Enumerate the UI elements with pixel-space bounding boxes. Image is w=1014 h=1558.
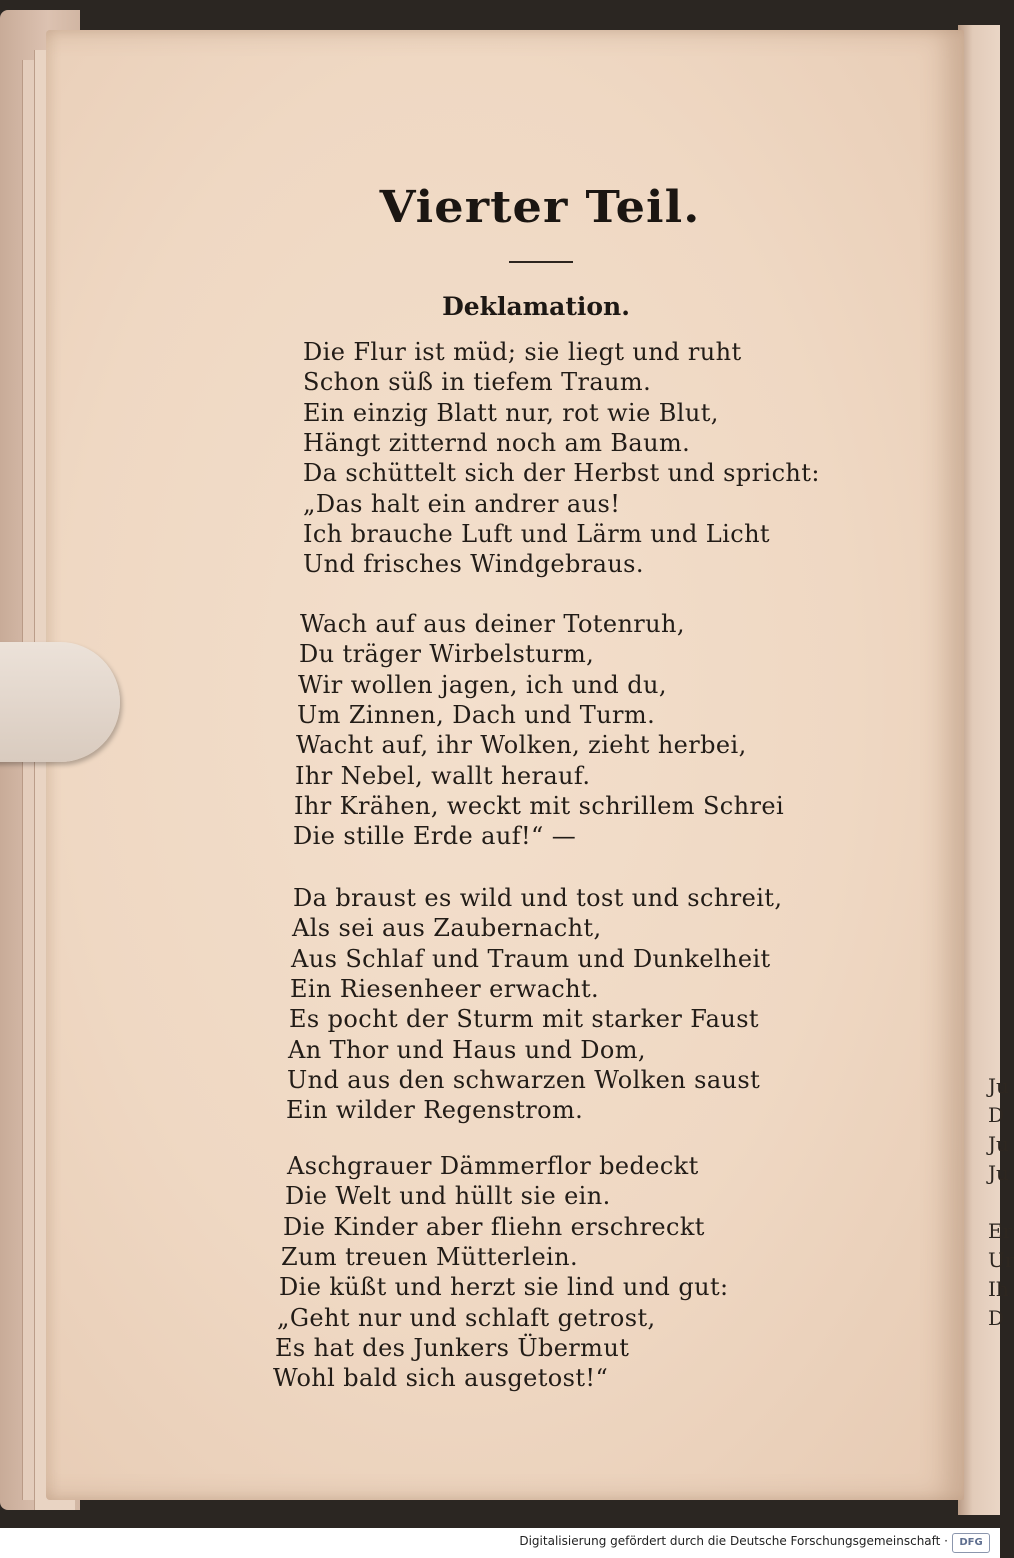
- poem-line: Wir wollen jagen, ich und du,: [298, 670, 667, 699]
- funding-credit: Digitalisierung gefördert durch die Deutsche Forschungsgemeinschaft ·: [519, 1534, 948, 1548]
- poem-line: Zum treuen Mütterlein.: [281, 1242, 579, 1271]
- poem-line: Die Flur ist müd; sie liegt und ruht: [303, 338, 742, 366]
- facing-page-line: Ur: [988, 1248, 1014, 1272]
- footer-bar: [0, 1528, 1000, 1558]
- poem-line: Wach auf aus deiner Totenruh,: [300, 610, 685, 638]
- section-heading: Deklamation.: [442, 292, 630, 321]
- poem-line: „Geht nur und schlaft getrost,: [277, 1303, 656, 1332]
- title-divider: [509, 261, 573, 263]
- poem-line: Wohl bald sich ausgetost!“: [273, 1364, 609, 1393]
- page-title: Vierter Teil.: [379, 182, 701, 233]
- poem-line: Aschgrauer Dämmerflor bedeckt: [287, 1152, 699, 1180]
- poem-line: Als sei aus Zaubernacht,: [292, 914, 602, 943]
- poem-line: Die stille Erde auf!“ —: [293, 822, 577, 851]
- poem-line: Die Kinder aber fliehn erschreckt: [283, 1212, 705, 1241]
- poem-line: Da schüttelt sich der Herbst und spricht:: [303, 459, 820, 488]
- facing-page-line: D: [988, 1103, 1005, 1127]
- facing-page-line: Ju: [988, 1074, 1009, 1098]
- poem-line: Um Zinnen, Dach und Turm.: [297, 700, 656, 729]
- poem-line: Ich brauche Luft und Lärm und Licht: [303, 519, 770, 548]
- poem-line: Es hat des Junkers Übermut: [275, 1333, 630, 1362]
- poem-line: Aus Schlaf und Traum und Dunkelheit: [291, 944, 771, 973]
- poem-line: Ihr Nebel, wallt herauf.: [295, 761, 591, 790]
- poem-line: Schon süß in tiefem Traum.: [303, 368, 652, 397]
- facing-page-line: Er: [988, 1219, 1013, 1243]
- poem-line: Ihr Krähen, weckt mit schrillem Schrei: [294, 791, 785, 820]
- poem-line: Es pocht der Sturm mit starker Faust: [289, 1005, 759, 1034]
- facing-page-line: Ju: [988, 1132, 1009, 1156]
- poem-line: Die Welt und hüllt sie ein.: [285, 1182, 611, 1211]
- poem-line: Ein wilder Regenstrom.: [286, 1096, 584, 1125]
- poem-line: Wacht auf, ihr Wolken, zieht herbei,: [296, 731, 747, 760]
- poem-line: Da braust es wild und tost und schreit,: [293, 884, 783, 912]
- facing-page-line: Ju: [988, 1161, 1009, 1185]
- poem-line: Die küßt und herzt sie lind und gut:: [279, 1273, 729, 1302]
- facing-page-line: Ih: [988, 1277, 1009, 1301]
- poem-line: Hängt zitternd noch am Baum.: [303, 428, 691, 457]
- poem-line: Ein einzig Blatt nur, rot wie Blut,: [303, 398, 719, 427]
- poem-line: An Thor und Haus und Dom,: [288, 1035, 646, 1064]
- facing-page-line: D: [988, 1306, 1005, 1330]
- poem-line: „Das halt ein andrer aus!: [303, 489, 621, 518]
- poem-line: Du träger Wirbelsturm,: [299, 640, 595, 669]
- dfg-logo: DFG: [952, 1533, 990, 1553]
- poem-line: Und aus den schwarzen Wolken saust: [287, 1065, 761, 1094]
- poem-line: Ein Riesenheer erwacht.: [290, 974, 600, 1003]
- poem-line: Und frisches Windgebraus.: [303, 550, 644, 579]
